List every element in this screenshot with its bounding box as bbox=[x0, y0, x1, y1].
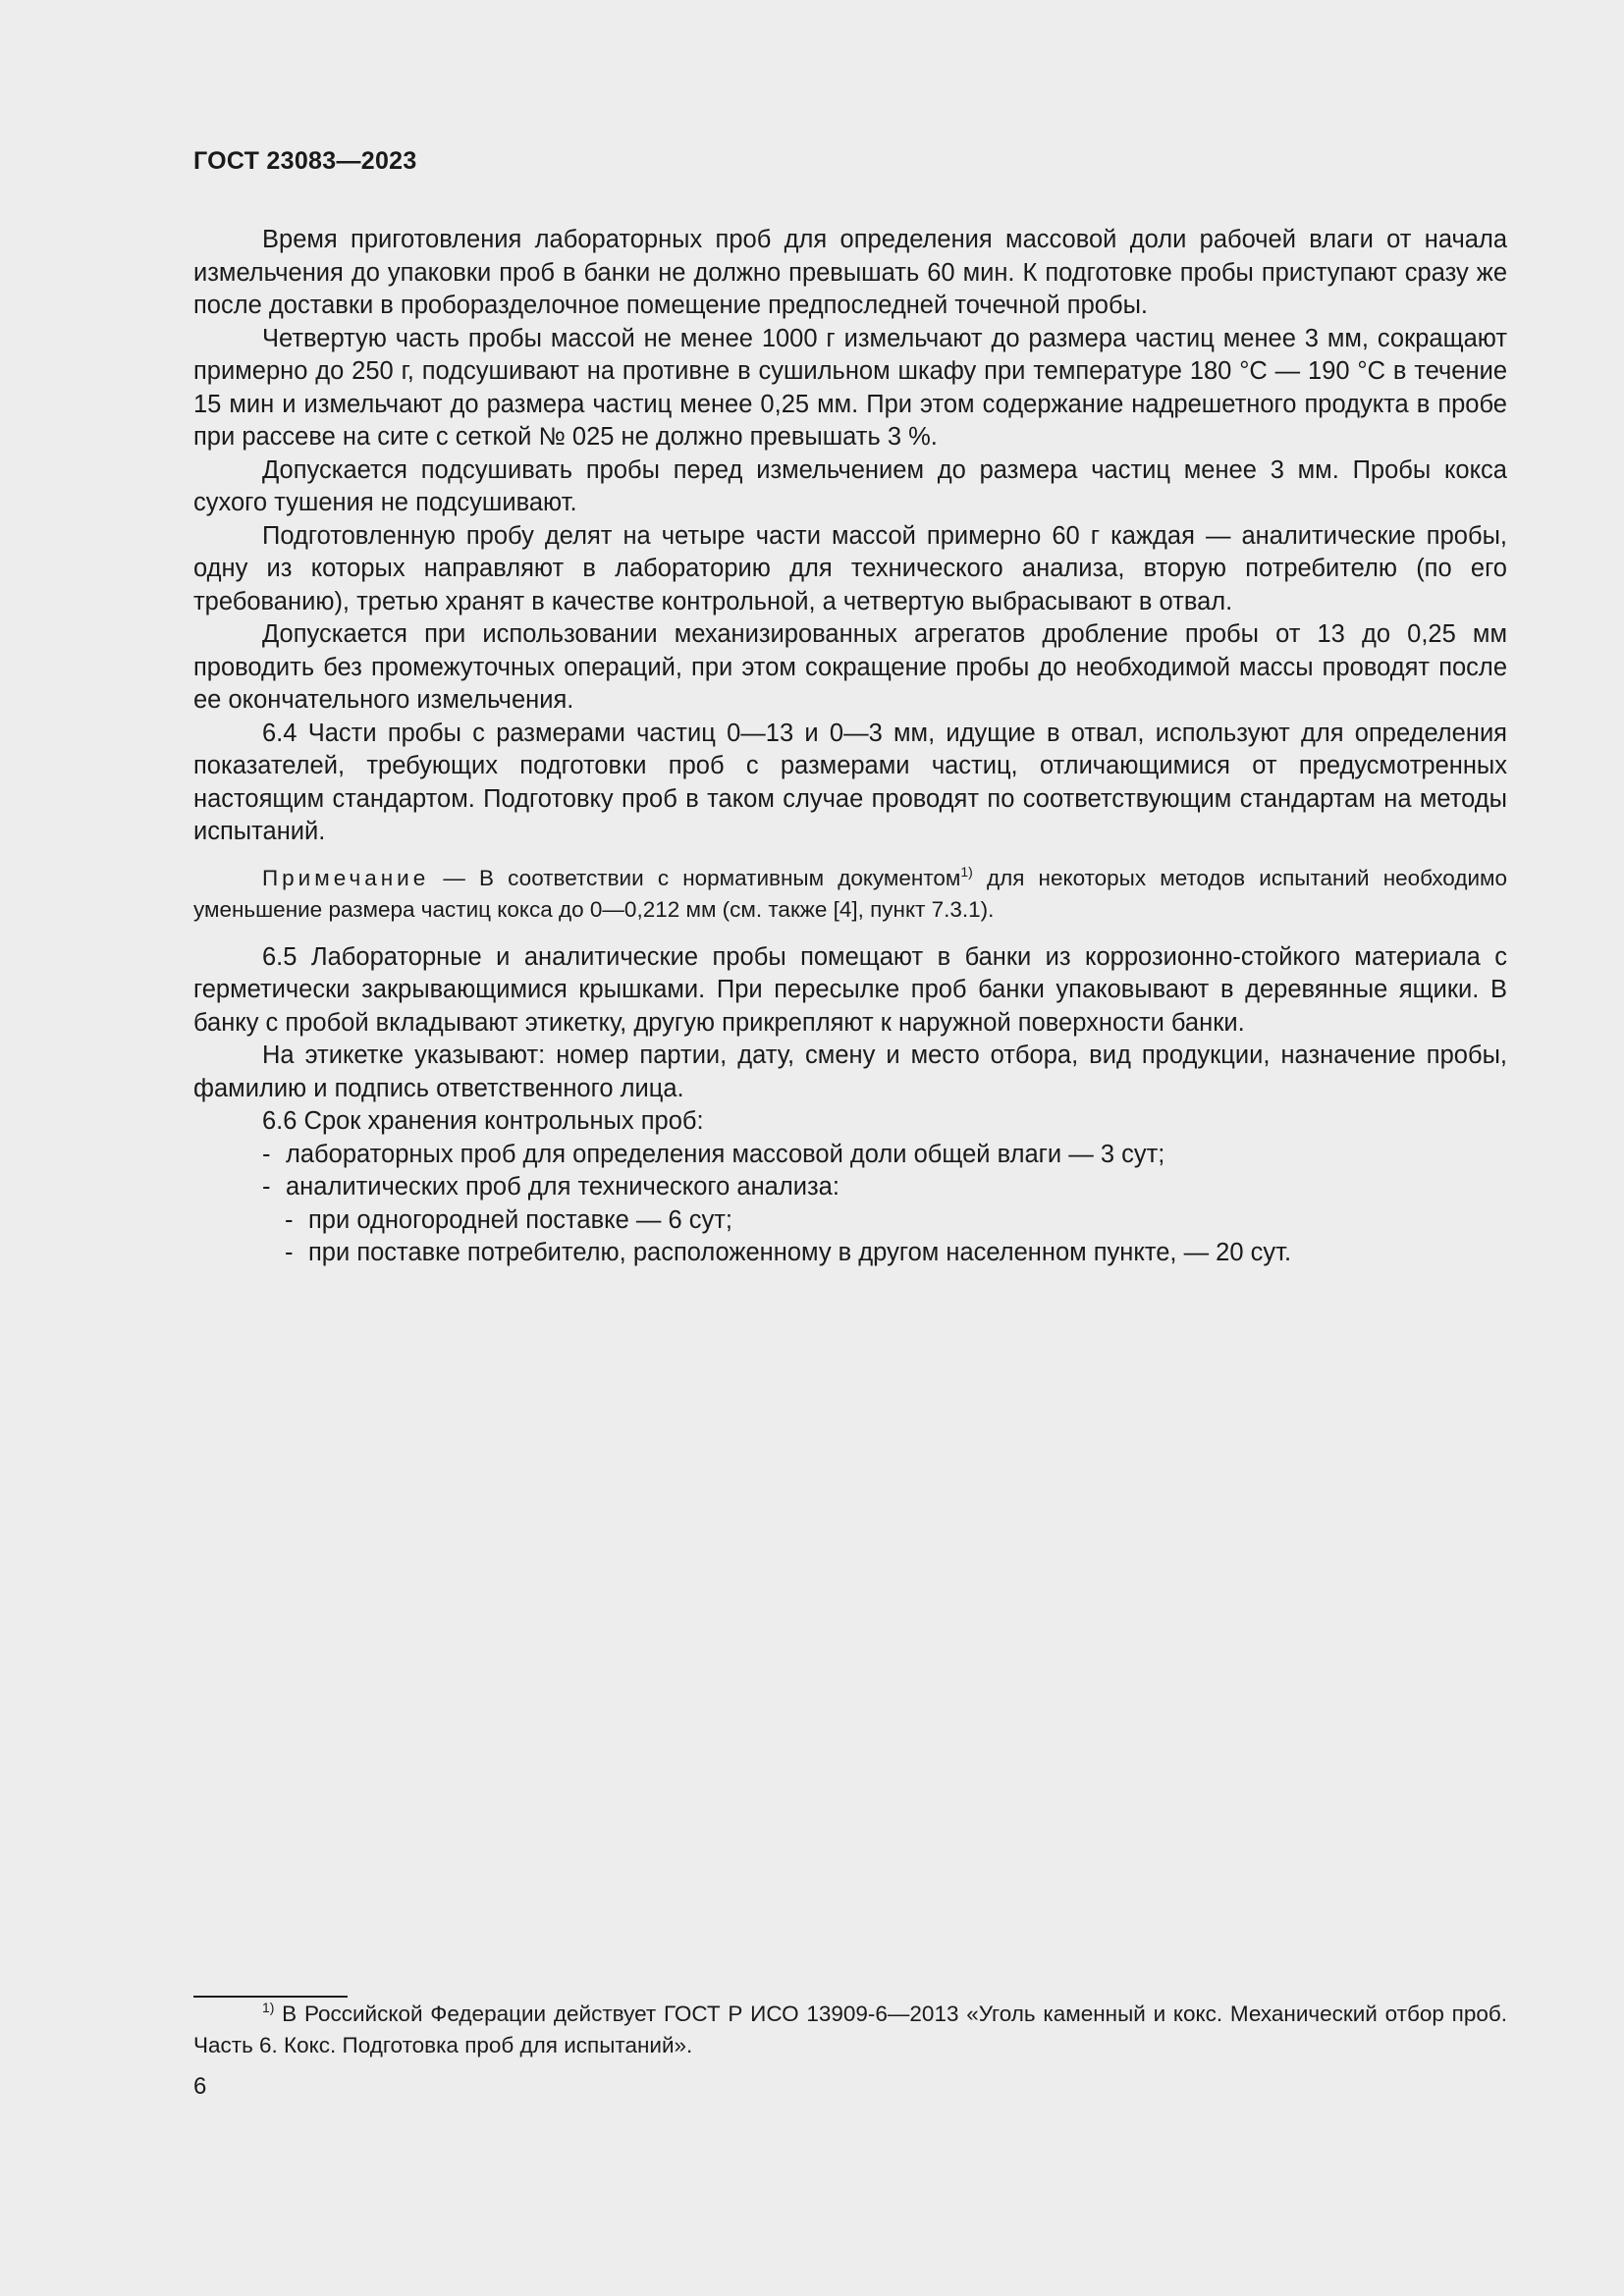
note bbox=[193, 863, 1507, 926]
storage-list bbox=[193, 1139, 1507, 1270]
note-text-before: — В соответствии с нормативным документом bbox=[429, 865, 961, 890]
paragraph-quarter-sample: Четвертую часть пробы массой не менее 1000 г измельчают до размера частиц менее 3 мм, сокращают примерно до 250 г, подсушивают на противне в сушильном шкафу при температуре 180 °C — 190 °C в течение 15 мин и измельчают до размера частиц менее 0,25 мм. При этом содержание надрешетного продукта в пробе при рассеве на сите с сеткой № 025 не должно превышать 3 %. bbox=[193, 324, 1507, 451]
list-item bbox=[193, 1171, 1507, 1204]
paragraph-6-4: 6.4 Части пробы с размерами частиц 0—13 и 0—3 мм, идущие в отвал, используют для определения показателей, требующих подготовки проб с размерами частиц, отличающимися от предусмотренных настоящим стандартом. Подготовку проб в таком случае проводят по соответствующим стандартам на методы испытаний. bbox=[193, 719, 1507, 845]
footnote-text: В Российской Федерации действует ГОСТ Р ИСО 13909-6—2013 «Уголь каменный и кокс. Механический отбор проб. Часть 6. Кокс. Подготовка проб для испытаний». bbox=[193, 2002, 1507, 2057]
list-item-text: лабораторных проб для определения массовой доли общей влаги — 3 сут; bbox=[286, 1140, 1165, 1168]
paragraph-6-5: 6.5 Лабораторные и аналитические пробы помещают в банки из коррозионно-стойкого материала с герметически закрывающимися крышками. При пересылке проб банки упаковывают в деревянные ящики. В банку с пробой вкладывают этикетку, другую прикрепляют к наружной поверхности банки. bbox=[193, 942, 1507, 1037]
list-subitem bbox=[193, 1237, 1507, 1270]
footnote bbox=[193, 1999, 1507, 2061]
list-subitem-text: при одногородней поставке — 6 сут; bbox=[308, 1205, 732, 1234]
note-label: Примечание bbox=[262, 865, 430, 890]
note-text-after: для некоторых методов испытаний необходимо уменьшение размера частиц кокса до 0—0,212 мм (см. также [4], пункт 7.3.1). bbox=[193, 865, 1508, 922]
footnote-ref: 1) bbox=[262, 1999, 275, 2015]
document-header: ГОСТ 23083—2023 bbox=[193, 147, 417, 175]
footnote-divider bbox=[193, 1996, 348, 1998]
list-dash: - bbox=[262, 1140, 271, 1168]
page-number: 6 bbox=[193, 2073, 207, 2100]
list-item bbox=[193, 1139, 1507, 1172]
list-dash: - bbox=[262, 1173, 271, 1201]
document-body bbox=[193, 224, 1507, 1270]
paragraph-6-6: 6.6 Срок хранения контрольных проб: bbox=[262, 1107, 704, 1135]
list-item-text: аналитических проб для технического анализа: bbox=[286, 1173, 839, 1201]
paragraph-drying: Допускается подсушивать пробы перед измельчением до размера частиц менее 3 мм. Пробы кокса сухого тушения не подсушивают. bbox=[193, 455, 1507, 516]
paragraph-mechanized: Допускается при использовании механизированных агрегатов дробление пробы от 13 до 0,25 мм проводить без промежуточных операций, при этом сокращение пробы до необходимой массы проводят после ее окончательного измельчения. bbox=[193, 620, 1507, 714]
list-subitem-text: при поставке потребителю, расположенному в другом населенном пункте, — 20 сут. bbox=[308, 1239, 1292, 1266]
paragraph-prep-time: Время приготовления лабораторных проб для определения массовой доли рабочей влаги от начала измельчения до упаковки проб в банки не должно превышать 60 мин. К подготовке пробы приступают сразу же после доставки в проборазделочное помещение предпоследней точечной пробы. bbox=[193, 226, 1507, 319]
paragraph-label-info: На этикетке указывают: номер партии, дату, смену и место отбора, вид продукции, назначение пробы, фамилию и подпись ответственного лица. bbox=[193, 1041, 1507, 1102]
note-footnote-ref[interactable]: 1) bbox=[960, 863, 973, 880]
list-subitem bbox=[193, 1204, 1507, 1238]
paragraph-division: Подготовленную пробу делят на четыре части массой примерно 60 г каждая — аналитические пробы, одну из которых направляют в лабораторию для технического анализа, вторую потребителю (по его требованию), третью хранят в качестве контрольной, а четвертую выбрасывают в отвал. bbox=[193, 521, 1507, 615]
list-dash: - bbox=[285, 1205, 294, 1234]
list-dash: - bbox=[285, 1239, 294, 1266]
